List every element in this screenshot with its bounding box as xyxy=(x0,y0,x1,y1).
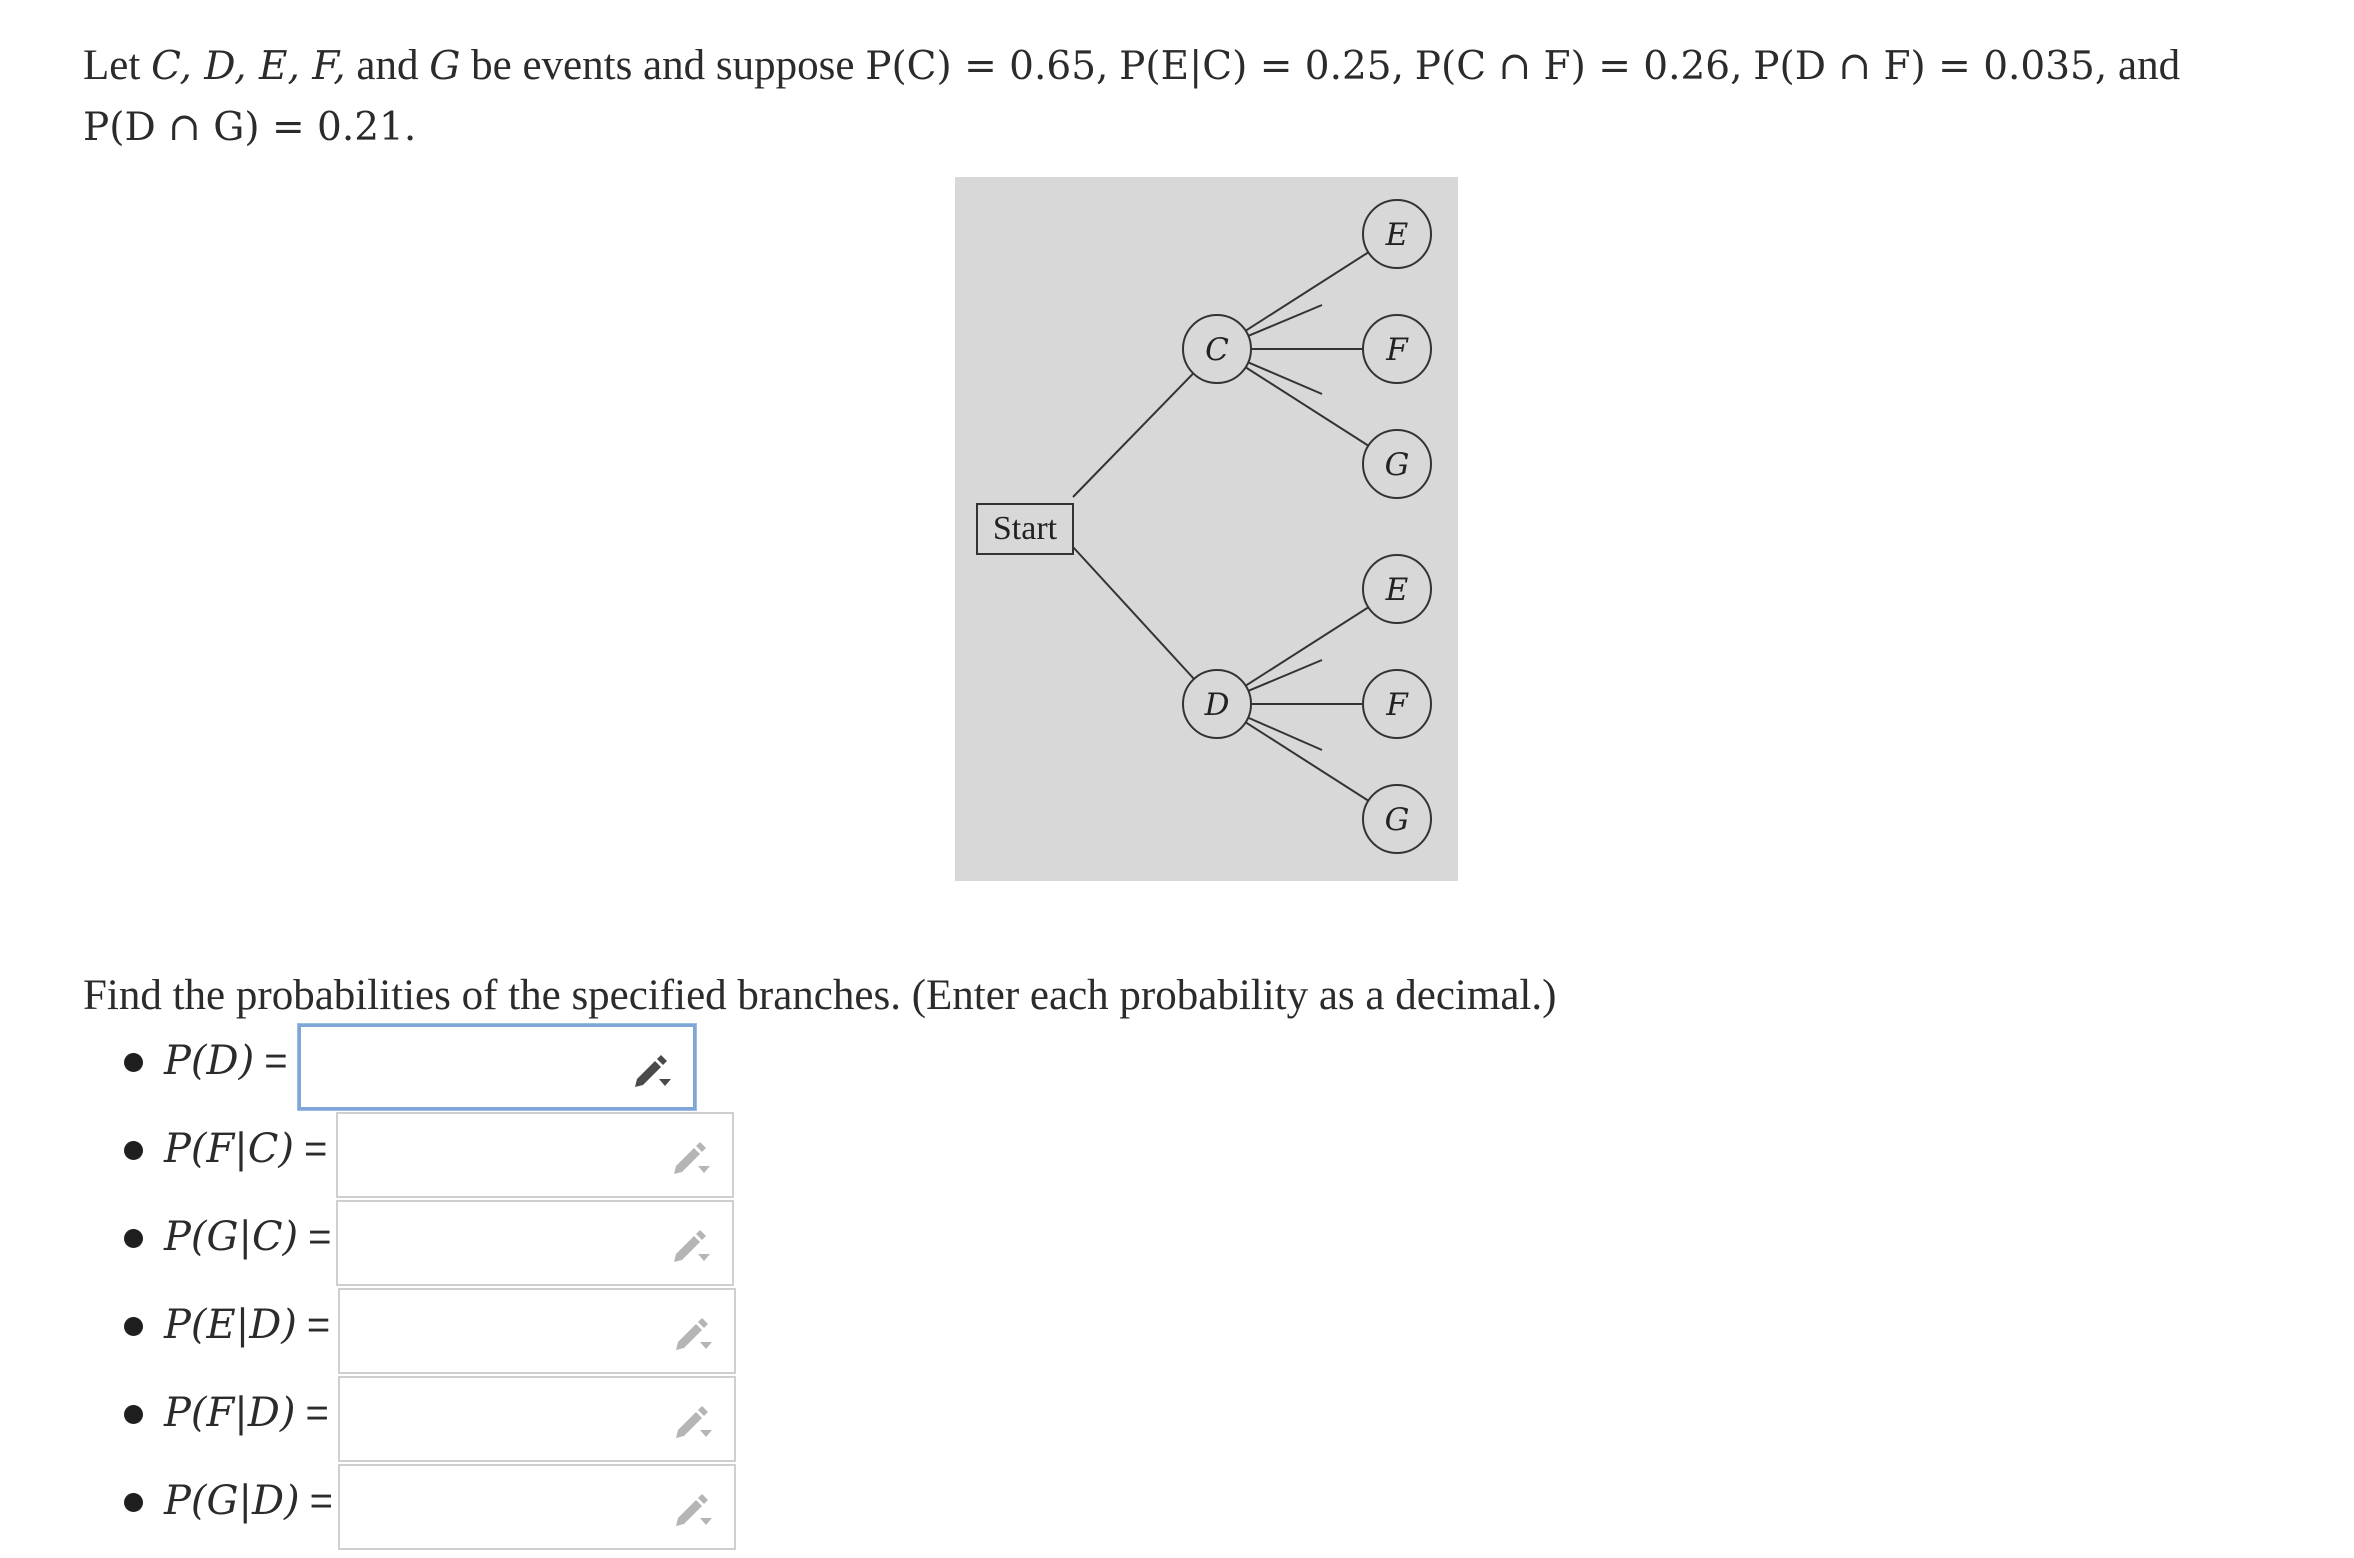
answer-label-ped: P(E|D) = xyxy=(164,1302,331,1348)
node-c-g-label: G xyxy=(1384,447,1410,483)
bullet-icon xyxy=(124,1405,143,1424)
tree-diagram xyxy=(955,177,1458,881)
answer-input-ped[interactable] xyxy=(340,1290,650,1370)
node-d-e-label: E xyxy=(1385,572,1409,608)
pencil-dropdown-icon[interactable] xyxy=(631,1053,675,1087)
intro-prefix: Let xyxy=(83,42,141,89)
events-list: C, D, E, F, xyxy=(151,44,346,89)
answer-input-pfd[interactable] xyxy=(340,1378,650,1458)
and-word-2: and xyxy=(2118,42,2181,89)
answer-field-pfc[interactable] xyxy=(336,1112,734,1198)
node-c-e-label: E xyxy=(1385,217,1409,253)
start-label: Start xyxy=(992,510,1058,547)
answer-field-ped[interactable] xyxy=(338,1288,736,1374)
answer-label-pfc: P(F|C) = xyxy=(164,1126,328,1172)
probability-tree xyxy=(955,177,1458,881)
answer-field-pfd[interactable] xyxy=(338,1376,736,1462)
bullet-icon xyxy=(124,1141,143,1160)
answer-label-pd: P(D) = xyxy=(164,1038,288,1084)
given-pe-given-c: P(E|C) = 0.25, xyxy=(1119,44,1404,89)
answer-input-pfc[interactable] xyxy=(338,1114,648,1194)
question-prompt: Find the probabilities of the specified branches. (Enter each probability as a decimal.) xyxy=(83,972,1557,1019)
answer-label-pgd: P(G|D) = xyxy=(164,1478,333,1524)
node-d-g-label: G xyxy=(1384,802,1410,838)
pencil-dropdown-icon[interactable] xyxy=(672,1316,716,1350)
pencil-dropdown-icon[interactable] xyxy=(670,1228,714,1262)
answer-field-pgc[interactable] xyxy=(336,1200,734,1286)
event-g: G xyxy=(429,44,461,89)
given-pcf: P(C ∩ F) = 0.26, xyxy=(1414,44,1743,89)
pencil-dropdown-icon[interactable] xyxy=(672,1404,716,1438)
given-pdf: P(D ∩ F) = 0.035, xyxy=(1753,44,2108,89)
be-events: be events and suppose xyxy=(471,42,855,89)
answer-input-pd[interactable] xyxy=(301,1027,611,1107)
problem-statement xyxy=(83,36,2283,158)
node-d-label: D xyxy=(1204,687,1230,723)
and-word: and xyxy=(356,42,419,89)
node-d-f-label: F xyxy=(1386,687,1408,723)
answer-field-pd[interactable] xyxy=(298,1024,696,1110)
node-c-f-label: F xyxy=(1386,332,1408,368)
answer-field-pgd[interactable] xyxy=(338,1464,736,1550)
node-c-label: C xyxy=(1205,332,1229,368)
pencil-dropdown-icon[interactable] xyxy=(672,1492,716,1526)
answer-label-pgc: P(G|C) = xyxy=(164,1214,332,1260)
bullet-icon xyxy=(124,1053,143,1072)
bullet-icon xyxy=(124,1493,143,1512)
given-pdg: P(D ∩ G) = 0.21. xyxy=(83,105,417,150)
answer-input-pgd[interactable] xyxy=(340,1466,650,1546)
bullet-icon xyxy=(124,1229,143,1248)
bullet-icon xyxy=(124,1317,143,1336)
given-pc: P(C) = 0.65, xyxy=(865,44,1109,89)
pencil-dropdown-icon[interactable] xyxy=(670,1140,714,1174)
answer-input-pgc[interactable] xyxy=(338,1202,648,1282)
answer-label-pfd: P(F|D) = xyxy=(164,1390,329,1436)
